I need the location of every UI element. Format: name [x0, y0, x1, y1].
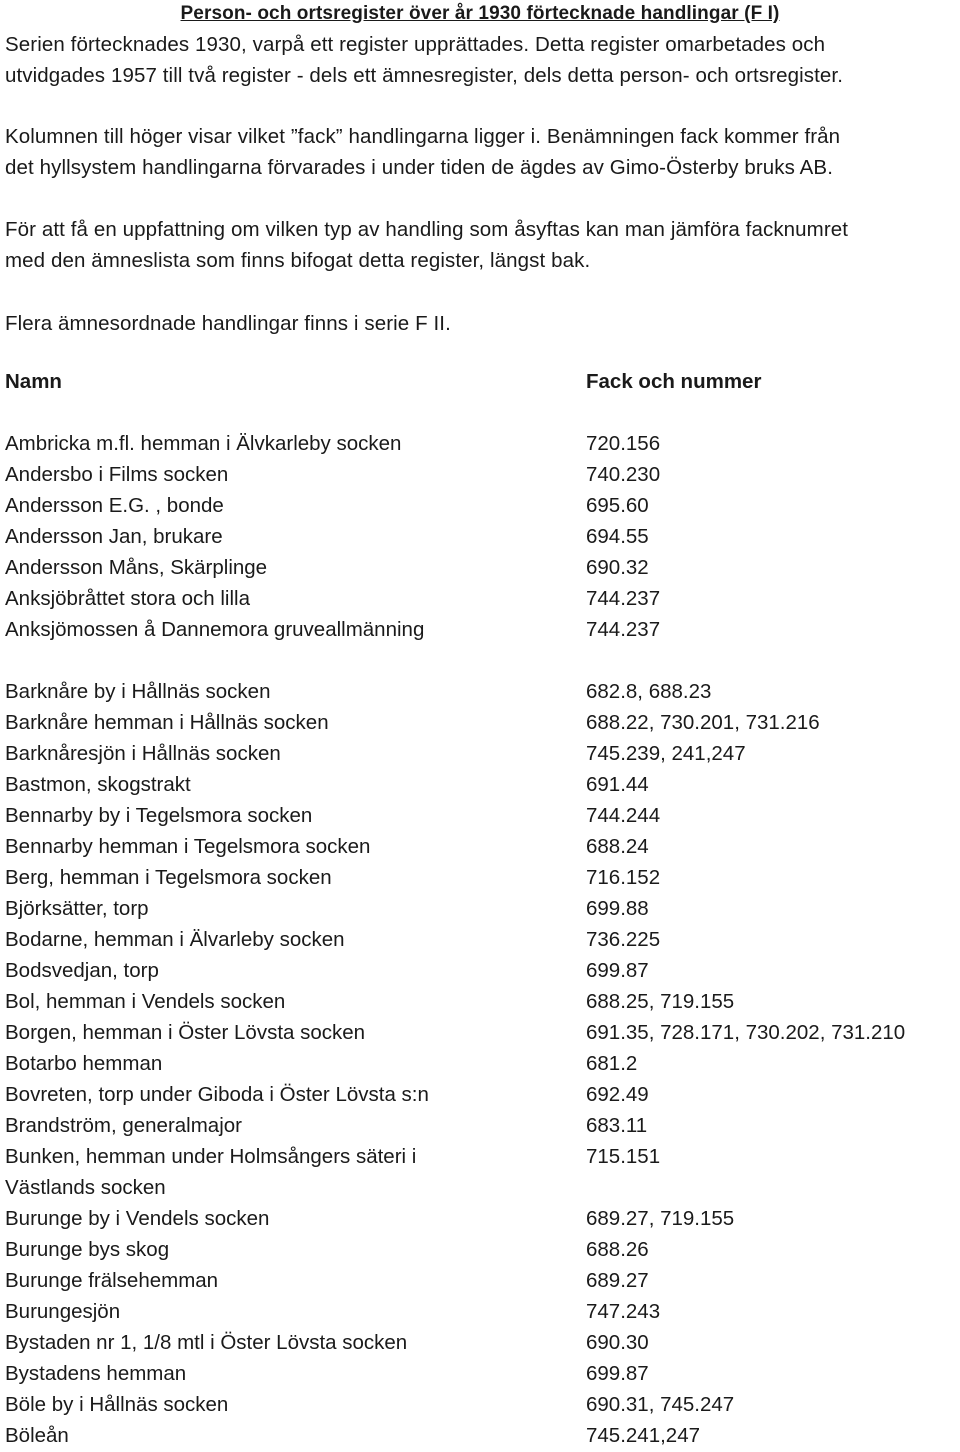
register-name: Bastmon, skogstrakt [5, 773, 191, 796]
register-name: Berg, hemman i Tegelsmora socken [5, 866, 332, 889]
register-fack-number: 695.60 [586, 494, 649, 517]
register-list [5, 428, 960, 1451]
register-fack-number: 747.243 [586, 1300, 661, 1323]
register-fack-number: 720.156 [586, 432, 661, 455]
register-name: Bennarby by i Tegelsmora socken [5, 804, 313, 827]
register-row [5, 490, 960, 521]
register-row [5, 1017, 960, 1048]
register-fack-number: 689.27 [586, 1269, 649, 1292]
register-name: Botarbo hemman [5, 1052, 163, 1075]
register-name: Anksjöbråttet stora och lilla [5, 587, 250, 610]
register-name: Bol, hemman i Vendels socken [5, 990, 286, 1013]
register-row [5, 1296, 960, 1327]
register-row [5, 893, 960, 924]
register-fack-number: 694.55 [586, 525, 649, 548]
register-name: Burunge by i Vendels socken [5, 1207, 270, 1230]
register-row [5, 1234, 960, 1265]
register-fack-number: 690.30 [586, 1331, 649, 1354]
register-row [5, 738, 960, 769]
column-header-name: Namn [5, 370, 62, 393]
register-name: Brandström, generalmajor [5, 1114, 242, 1137]
register-row [5, 583, 960, 614]
register-row [5, 862, 960, 893]
group-separator [5, 645, 960, 676]
register-name: Andersbo i Films socken [5, 463, 229, 486]
register-name: Bodsvedjan, torp [5, 959, 159, 982]
register-fack-number: 689.27, 719.155 [586, 1207, 735, 1230]
register-row [5, 614, 960, 645]
register-row [5, 428, 960, 459]
register-fack-number: 699.87 [586, 959, 649, 982]
register-fack-number: 736.225 [586, 928, 661, 951]
register-row [5, 1079, 960, 1110]
register-name: Ambricka m.fl. hemman i Älvkarleby socken [5, 432, 402, 455]
register-fack-number: 715.151 [586, 1145, 661, 1168]
register-name: Bunken, hemman under Holmsångers säteri i Västlands socken [5, 1145, 417, 1199]
register-row [5, 707, 960, 738]
register-fack-number: 745.241,247 [586, 1424, 701, 1447]
register-fack-number: 716.152 [586, 866, 661, 889]
series-note-paragraph: Flera ämnesordnade handlingar finns i serie F II. [5, 312, 451, 335]
register-fack-number: 688.24 [586, 835, 649, 858]
register-fack-number: 699.87 [586, 1362, 649, 1385]
page-title: Person- och ortsregister över år 1930 förtecknade handlingar (F I) [180, 3, 780, 24]
register-name: Bovreten, torp under Giboda i Öster Lövsta s:n [5, 1083, 429, 1106]
register-row [5, 1203, 960, 1234]
register-row [5, 552, 960, 583]
register-row [5, 986, 960, 1017]
register-row [5, 459, 960, 490]
register-row [5, 831, 960, 862]
register-row [5, 1420, 960, 1451]
register-name: Bystadens hemman [5, 1362, 187, 1385]
register-fack-number: 744.244 [586, 804, 661, 827]
register-name: Bodarne, hemman i Älvarleby socken [5, 928, 345, 951]
register-name: Borgen, hemman i Öster Lövsta socken [5, 1021, 366, 1044]
register-name: Böle by i Hållnäs socken [5, 1393, 229, 1416]
register-row [5, 769, 960, 800]
register-name: Burungesjön [5, 1300, 121, 1323]
register-row [5, 521, 960, 552]
register-row [5, 1358, 960, 1389]
register-name: Bystaden nr 1, 1/8 mtl i Öster Lövsta socken [5, 1331, 408, 1354]
register-fack-number: 699.88 [586, 897, 649, 920]
fack-explanation-paragraph: Kolumnen till höger visar vilket ”fack” handlingarna ligger i. Benämningen fack kommer från det hyllsystem handlingarna förvarades i under tiden de ägdes av Gimo-Österby bruks AB. [5, 125, 841, 179]
register-fack-number: 744.237 [586, 587, 661, 610]
register-row [5, 676, 960, 707]
register-row [5, 1389, 960, 1420]
register-name: Burunge bys skog [5, 1238, 170, 1261]
register-name: Burunge frälsehemman [5, 1269, 219, 1292]
register-fack-number: 691.35, 728.171, 730.202, 731.210 [586, 1021, 906, 1044]
register-row [5, 1048, 960, 1079]
register-name: Andersson Måns, Skärplinge [5, 556, 268, 579]
register-fack-number: 692.49 [586, 1083, 649, 1106]
register-name: Barknåresjön i Hållnäs socken [5, 742, 281, 765]
register-name: Anksjömossen å Dannemora gruveallmänning [5, 618, 425, 641]
register-row [5, 924, 960, 955]
register-fack-number: 688.25, 719.155 [586, 990, 735, 1013]
register-name: Andersson E.G. , bonde [5, 494, 224, 517]
register-name: Böleån [5, 1424, 69, 1447]
register-row [5, 1327, 960, 1358]
register-fack-number: 744.237 [586, 618, 661, 641]
register-fack-number: 690.32 [586, 556, 649, 579]
register-fack-number: 688.26 [586, 1238, 649, 1261]
register-fack-number: 688.22, 730.201, 731.216 [586, 711, 820, 734]
register-fack-number: 682.8, 688.23 [586, 680, 712, 703]
column-header-fack: Fack och nummer [586, 370, 762, 393]
register-row [5, 955, 960, 986]
register-row [5, 1110, 960, 1141]
register-name: Bennarby hemman i Tegelsmora socken [5, 835, 371, 858]
register-fack-number: 690.31, 745.247 [586, 1393, 735, 1416]
register-fack-number: 681.2 [586, 1052, 638, 1075]
register-name: Andersson Jan, brukare [5, 525, 223, 548]
register-row [5, 800, 960, 831]
intro-paragraph: Serien förtecknades 1930, varpå ett register upprättades. Detta register omarbetades och utvidgades 1957 till två register - dels ett ämnesregister, dels detta person- och ortsregister. [5, 33, 843, 87]
register-name: Björksätter, torp [5, 897, 149, 920]
register-fack-number: 691.44 [586, 773, 649, 796]
register-name: Barknåre by i Hållnäs socken [5, 680, 271, 703]
subject-list-paragraph: För att få en uppfattning om vilken typ av handling som åsyftas kan man jämföra facknumret med den ämneslista som finns bifogat detta register, längst bak. [5, 218, 849, 272]
register-name: Barknåre hemman i Hållnäs socken [5, 711, 329, 734]
register-row [5, 1141, 960, 1203]
register-fack-number: 683.11 [586, 1114, 648, 1137]
register-row [5, 1265, 960, 1296]
register-fack-number: 740.230 [586, 463, 661, 486]
register-fack-number: 745.239, 241,247 [586, 742, 746, 765]
